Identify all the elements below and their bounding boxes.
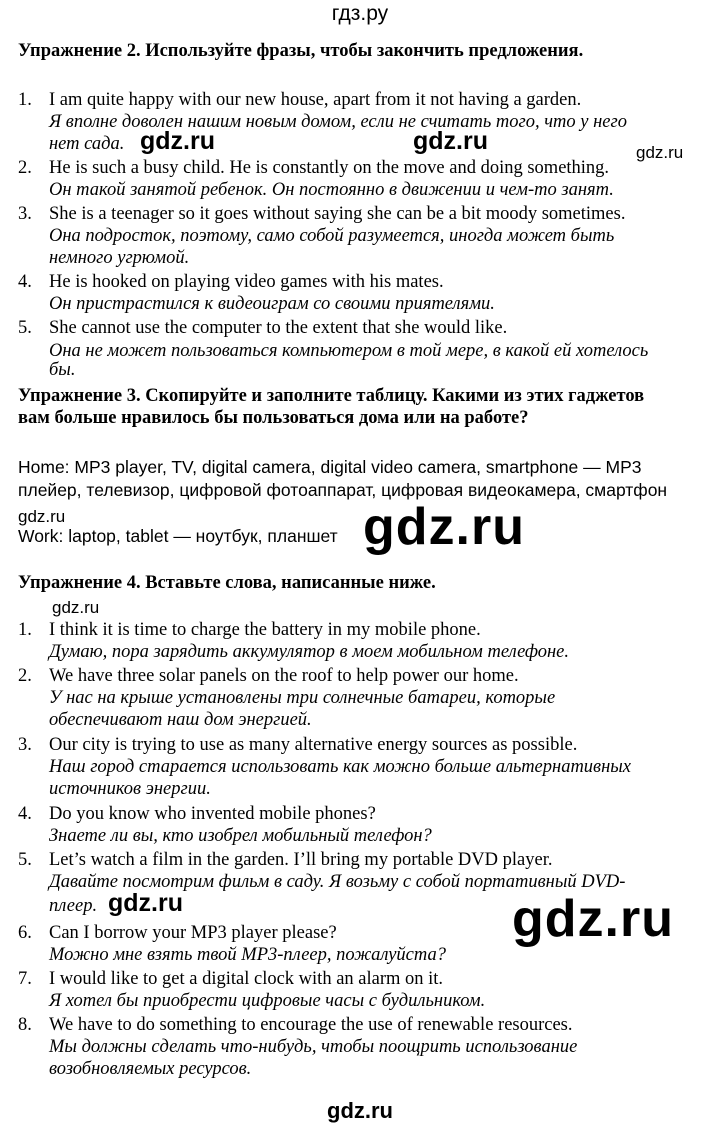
ex4-item-7-russian-line1: Я хотел бы приобрести цифровые часы с будильником. bbox=[49, 991, 486, 1011]
ex2-item-3-russian-line1: Она подросток, поэтому, само собой разумеется, иногда может быть bbox=[49, 226, 615, 246]
ex4-item-4-number: 4. bbox=[18, 804, 32, 824]
ex4-item-3-number: 3. bbox=[18, 735, 32, 755]
watermark: gdz.ru bbox=[363, 498, 525, 556]
ex4-item-5-russian-line1: Давайте посмотрим фильм в саду. Я возьму с собой портативный DVD- bbox=[49, 872, 626, 892]
ex2-item-1-number: 1. bbox=[18, 90, 32, 110]
ex4-item-7-number: 7. bbox=[18, 969, 32, 989]
ex4-item-5-russian-line2: плеер. bbox=[49, 896, 98, 916]
ex2-item-1-russian-line2: нет сада. bbox=[49, 134, 125, 154]
watermark: gdz.ru bbox=[413, 127, 488, 155]
ex2-item-1-russian-line1: Я вполне доволен нашим новым домом, если не считать того, что у него bbox=[49, 112, 627, 132]
watermark: gdz.ru bbox=[52, 598, 100, 617]
ex2-item-4-russian-line1: Он пристрастился к видеоиграм со своими приятелями. bbox=[49, 294, 495, 314]
ex4-item-3-russian-line1: Наш город старается использовать как можно больше альтернативных bbox=[49, 757, 632, 777]
watermark: gdz.ru bbox=[108, 889, 183, 917]
ex2-item-4-english: He is hooked on playing video games with his mates. bbox=[49, 272, 444, 292]
ex4-item-6-number: 6. bbox=[18, 923, 32, 943]
ex4-item-4-english: Do you know who invented mobile phones? bbox=[49, 804, 376, 824]
ex2-item-2-number: 2. bbox=[18, 158, 32, 178]
ex4-item-5-english: Let’s watch a film in the garden. I’ll bring my portable DVD player. bbox=[49, 850, 553, 870]
ex2-item-2-english: He is such a busy child. He is constantly on the move and doing something. bbox=[49, 158, 610, 178]
ex4-item-8-russian-line2: возобновляемых ресурсов. bbox=[49, 1059, 252, 1079]
ex4-item-1-russian-line1: Думаю, пора зарядить аккумулятор в моем мобильном телефоне. bbox=[49, 642, 570, 662]
ex2-item-3-russian-line2: немного угрюмой. bbox=[49, 248, 190, 268]
ex2-item-3-english: She is a teenager so it goes without saying she can be a bit moody sometimes. bbox=[49, 204, 626, 224]
watermark: gdz.ru bbox=[512, 890, 674, 948]
exercise-3-heading-line1: Упражнение 3. Скопируйте и заполните таблицу. Какими из этих гаджетов bbox=[18, 386, 645, 406]
ex3-home-line2: плейер, телевизор, цифровой фотоаппарат, цифровая видеокамера, смартфон bbox=[18, 480, 668, 500]
watermark: gdz.ru bbox=[140, 127, 215, 155]
ex3-work-line: Work: laptop, tablet — ноутбук, планшет bbox=[18, 526, 338, 546]
ex4-item-3-english: Our city is trying to use as many alternative energy sources as possible. bbox=[49, 735, 578, 755]
ex3-home-line1: Home: MP3 player, TV, digital camera, digital video camera, smartphone — MP3 bbox=[18, 457, 642, 477]
ex2-item-5-russian-line1: Она не может пользоваться компьютером в той мере, в какой ей хотелось bbox=[49, 341, 649, 361]
ex4-item-8-english: We have to do something to encourage the use of renewable resources. bbox=[49, 1015, 573, 1035]
exercise-3-heading-line2: вам больше нравилось бы пользоваться дома или на работе? bbox=[18, 408, 529, 428]
exercise-4-heading: Упражнение 4. Вставьте слова, написанные ниже. bbox=[18, 573, 436, 593]
ex4-item-8-russian-line1: Мы должны сделать что-нибудь, чтобы поощрить использование bbox=[49, 1037, 578, 1057]
ex2-item-4-number: 4. bbox=[18, 272, 32, 292]
ex4-item-1-number: 1. bbox=[18, 620, 32, 640]
ex4-item-6-russian-line1: Можно мне взять твой MP3-плеер, пожалуйста? bbox=[49, 945, 446, 965]
ex2-item-1-english: I am quite happy with our new house, apart from it not having a garden. bbox=[49, 90, 582, 110]
watermark: gdz.ru bbox=[18, 507, 66, 526]
ex2-item-5-russian-line2: бы. bbox=[49, 360, 76, 380]
ex4-item-5-number: 5. bbox=[18, 850, 32, 870]
ex4-item-1-english: I think it is time to charge the battery in my mobile phone. bbox=[49, 620, 481, 640]
ex2-item-5-english: She cannot use the computer to the extent that she would like. bbox=[49, 318, 508, 338]
ex4-item-3-russian-line2: источников энергии. bbox=[49, 779, 211, 799]
ex4-item-2-russian-line1: У нас на крыше установлены три солнечные батареи, которые bbox=[49, 688, 556, 708]
ex2-item-5-number: 5. bbox=[18, 318, 32, 338]
ex4-item-2-english: We have three solar panels on the roof to help power our home. bbox=[49, 666, 519, 686]
exercise-2-heading: Упражнение 2. Используйте фразы, чтобы закончить предложения. bbox=[18, 41, 584, 61]
ex2-item-3-number: 3. bbox=[18, 204, 32, 224]
ex4-item-4-russian-line1: Знаете ли вы, кто изобрел мобильный телефон? bbox=[49, 826, 432, 846]
ex4-item-8-number: 8. bbox=[18, 1015, 32, 1035]
ex4-item-2-russian-line2: обеспечивают наш дом энергией. bbox=[49, 710, 312, 730]
page-header-site: гдз.ру bbox=[331, 2, 389, 25]
ex4-item-6-english: Can I borrow your MP3 player please? bbox=[49, 923, 337, 943]
watermark: gdz.ru bbox=[636, 143, 684, 162]
ex2-item-2-russian-line1: Он такой занятой ребенок. Он постоянно в движении и чем-то занят. bbox=[49, 180, 614, 200]
ex4-item-2-number: 2. bbox=[18, 666, 32, 686]
ex4-item-7-english: I would like to get a digital clock with an alarm on it. bbox=[49, 969, 444, 989]
page-footer-site: gdz.ru bbox=[327, 1098, 393, 1123]
